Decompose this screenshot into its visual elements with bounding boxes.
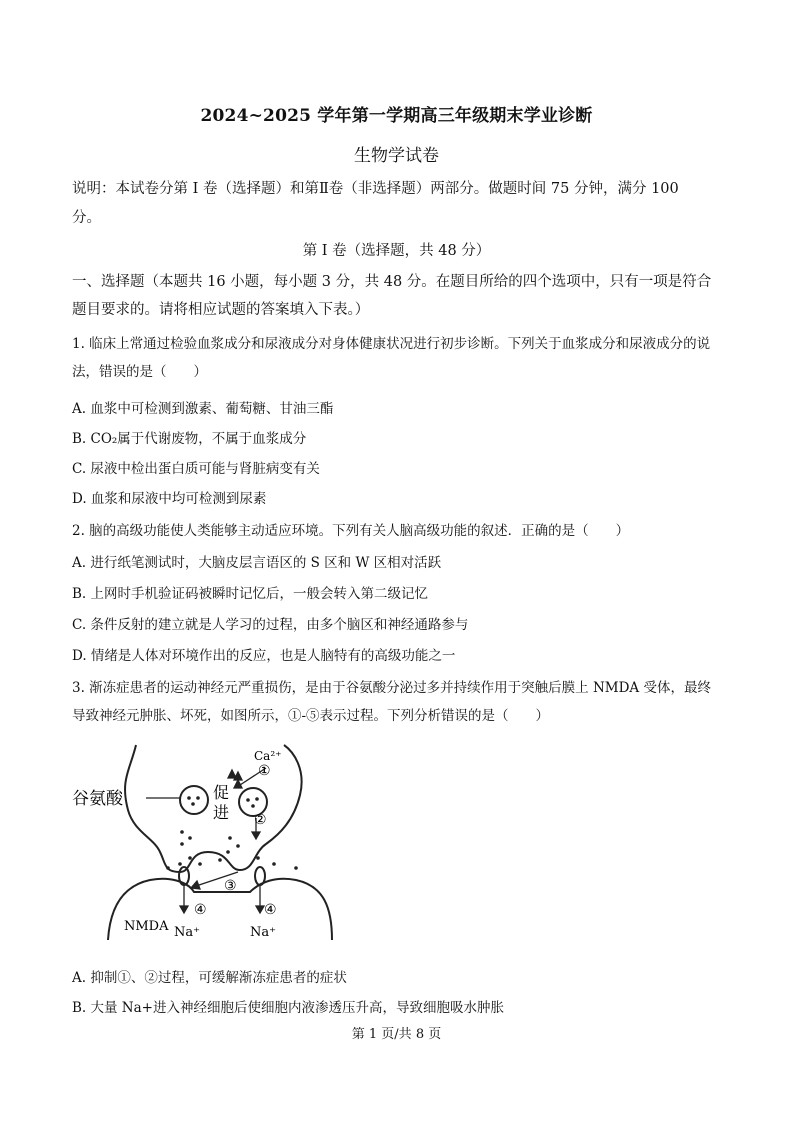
section-heading: 第 I 卷（选择题，共 48 分） bbox=[302, 243, 491, 259]
label-sodium-2: Na⁺ bbox=[250, 925, 276, 940]
label-nmda: NMDA bbox=[124, 919, 169, 934]
exam-subtitle: 生物学试卷 bbox=[354, 146, 439, 166]
exam-instructions bbox=[72, 175, 722, 233]
page-footer: 第 1 页/共 8 页 bbox=[351, 1027, 442, 1042]
label-step-1: ① bbox=[258, 763, 271, 779]
synapse-diagram bbox=[70, 740, 360, 950]
label-step-3: ③ bbox=[224, 878, 237, 894]
question-3-option-a: A. 抑制①、②过程，可缓解渐冻症患者的症状 bbox=[72, 970, 347, 986]
question-1-stem: 1. 临床上常通过检验血浆成分和尿液成分对身体健康状况进行初步诊断。下列关于血浆成分和尿液成分的说法，错误的是（ ） bbox=[72, 336, 711, 380]
question-1-option-d: D. 血浆和尿液中均可检测到尿素 bbox=[72, 491, 267, 507]
label-glutamate: 谷氨酸 bbox=[72, 789, 123, 809]
label-sodium-1: Na⁺ bbox=[174, 925, 200, 940]
question-1-option-a: A. 血浆中可检测到激素、葡萄糖、甘油三酯 bbox=[72, 401, 334, 417]
instructions-text: 说明：本试卷分第 I 卷（选择题）和第Ⅱ卷（非选择题）两部分。做题时间 75 分钟，满分 100 bbox=[72, 181, 679, 197]
label-step-4a: ④ bbox=[194, 902, 207, 918]
question-2-option-b: B. 上网时手机验证码被瞬时记忆后，一般会转入第二级记忆 bbox=[72, 586, 429, 602]
section-instructions: 一、选择题（本题共 16 小题，每小题 3 分，共 48 分。在题目所给的四个选项中，只有一项是符合题目要求的。请将相应试题的答案填入下表。） bbox=[72, 274, 712, 318]
exam-title: 2024~2025 学年第一学期高三年级期末学业诊断 bbox=[200, 106, 593, 126]
question-1-option-c: C. 尿液中检出蛋白质可能与肾脏病变有关 bbox=[72, 461, 320, 477]
question-2-option-a: A. 进行纸笔测试时，大脑皮层言语区的 S 区和 W 区相对活跃 bbox=[72, 555, 442, 571]
question-2-option-d: D. 情绪是人体对环境作出的反应，也是人脑特有的高级功能之一 bbox=[72, 648, 456, 664]
label-promote-2: 进 bbox=[213, 803, 230, 822]
instructions-tail: 分。 bbox=[72, 210, 101, 226]
label-promote-1: 促 bbox=[213, 783, 230, 802]
label-calcium: Ca²⁺ bbox=[254, 749, 282, 763]
question-1-option-b: B. CO₂属于代谢废物，不属于血浆成分 bbox=[72, 431, 307, 447]
question-3-stem: 3. 渐冻症患者的运动神经元严重损伤，是由于谷氨酸分泌过多并持续作用于突触后膜上 NMDA 受体，最终导致神经元肿胀、坏死，如图所示，①-⑤表示过程。下列分析错误的是（ ） bbox=[72, 680, 711, 724]
label-step-4b: ④ bbox=[264, 902, 277, 918]
question-2-option-c: C. 条件反射的建立就是人学习的过程，由多个脑区和神经通路参与 bbox=[72, 617, 469, 633]
question-2-stem: 2. 脑的高级功能使人类能够主动适应环境。下列有关人脑高级功能的叙述．正确的是（ ） bbox=[72, 523, 630, 539]
label-step-2: ② bbox=[254, 812, 267, 828]
question-3-option-b: B. 大量 Na+进入神经细胞后使细胞内液渗透压升高，导致细胞吸水肿胀 bbox=[72, 1000, 504, 1016]
